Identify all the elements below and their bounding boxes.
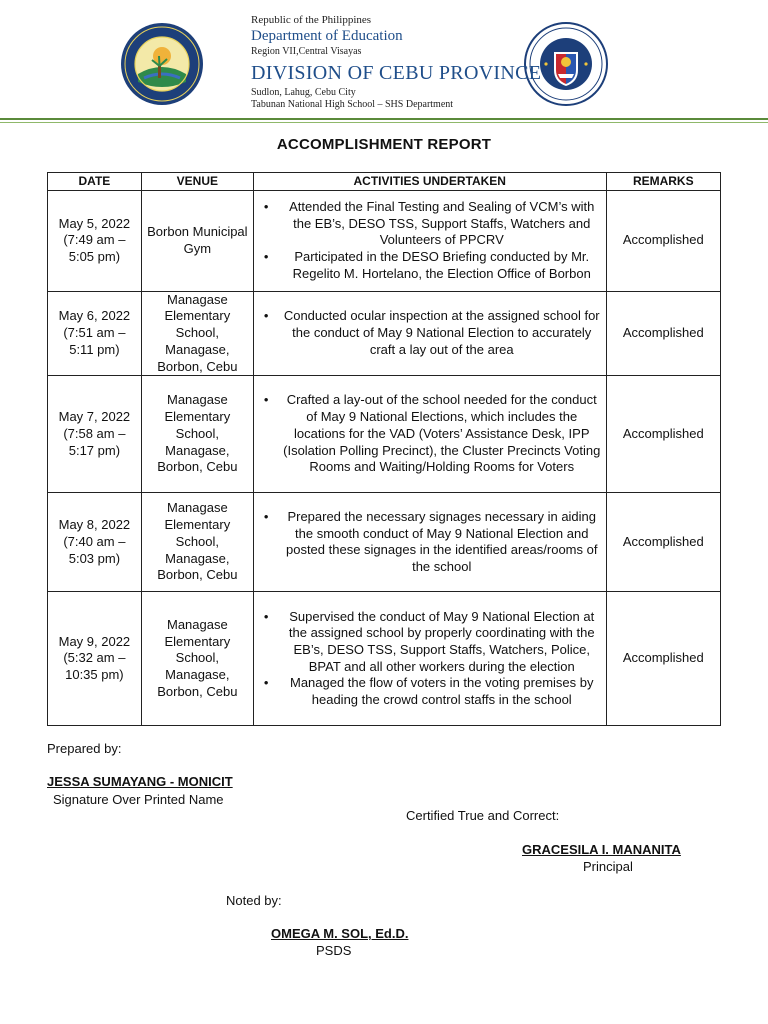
school-line: Tabunan National High School – SHS Department — [251, 99, 454, 110]
activity-item: • Conducted ocular inspection at the assigned school for the conduct of May 9 National Election to accurately craft a lay out of the area — [272, 308, 602, 358]
cell-activities — [253, 493, 606, 592]
region-line: Region VII,Central Visayas — [251, 46, 362, 57]
preparer-caption: Signature Over Printed Name — [53, 792, 224, 807]
activity-item: • Supervised the conduct of May 9 National Election at the assigned school by properly coordinating with the EB’s, DESO TSS, Support Staffs, Watchers, Police, BPAT and all other workers during the election — [272, 609, 602, 676]
cell-venue: Managase Elementary School, Managase, Borbon, Cebu — [141, 592, 253, 726]
table-row — [48, 376, 721, 493]
cell-activities — [253, 190, 606, 291]
cell-remarks: Accomplished — [606, 493, 720, 592]
cell-date: May 7, 2022 (7:58 am – 5:17 pm) — [48, 376, 142, 493]
col-header-date: DATE — [48, 173, 142, 191]
col-header-venue: VENUE — [141, 173, 253, 191]
cell-date: May 5, 2022 (7:49 am – 5:05 pm) — [48, 190, 142, 291]
table-row — [48, 592, 721, 726]
table-row — [48, 291, 721, 376]
cell-venue: Managase Elementary School, Managase, Borbon, Cebu — [141, 493, 253, 592]
letterhead — [0, 0, 768, 124]
letterhead-text — [251, 14, 541, 111]
activity-item: • Participated in the DESO Briefing conducted by Mr. Regelito M. Hortelano, the Election Office of Borbon — [272, 249, 602, 282]
col-header-activities: ACTIVITIES UNDERTAKEN — [253, 173, 606, 191]
cell-date: May 8, 2022 (7:40 am – 5:03 pm) — [48, 493, 142, 592]
cell-venue: Borbon Municipal Gym — [141, 190, 253, 291]
cell-remarks: Accomplished — [606, 592, 720, 726]
activity-item: • Attended the Final Testing and Sealing of VCM’s with the EB’s, DESO TSS, Support Staffs, Watchers and Volunteers of PPCRV — [272, 199, 602, 249]
cell-venue: Managase Elementary School, Managase, Borbon, Cebu — [141, 291, 253, 376]
cell-date: May 6, 2022 (7:51 am – 5:11 pm) — [48, 291, 142, 376]
department-line: Department of Education — [251, 28, 403, 44]
address-line: Sudlon, Lahug, Cebu City — [251, 87, 356, 98]
cell-remarks: Accomplished — [606, 291, 720, 376]
certified-label: Certified True and Correct: — [406, 808, 560, 823]
report-table — [47, 172, 721, 726]
header-divider — [0, 118, 768, 120]
activity-item: • Prepared the necessary signages necessary in aiding the smooth conduct of May 9 National Election and posted these signages in the identified areas/rooms of the school — [272, 509, 602, 576]
cell-remarks: Accomplished — [606, 190, 720, 291]
cell-activities — [253, 592, 606, 726]
cell-venue: Managase Elementary School, Managase, Borbon, Cebu — [141, 376, 253, 493]
table-row — [48, 493, 721, 592]
table-header-row — [48, 173, 721, 191]
psds-title: PSDS — [316, 943, 352, 958]
preparer-name: JESSA SUMAYANG - MONICIT — [47, 774, 233, 789]
table-row — [48, 190, 721, 291]
header-divider-thin — [0, 122, 768, 123]
activity-item: • Crafted a lay-out of the school needed for the conduct of May 9 National Elections, which includes the locations for the VAD (Voters’ Assistance Desk, IPP (Isolation Polling Precinct), the Cluster Precincts Voting Rooms and Waiting/Holding Rooms for Voters — [272, 392, 602, 476]
psds-name: OMEGA M. SOL, Ed.D. — [271, 926, 409, 941]
cell-activities — [253, 376, 606, 493]
cell-remarks: Accomplished — [606, 376, 720, 493]
division-line: DIVISION OF CEBU PROVINCE — [251, 62, 542, 84]
noted-by-label: Noted by: — [226, 893, 282, 908]
activity-item: • Managed the flow of voters in the voting premises by heading the crowd control staffs in the school — [272, 675, 602, 708]
principal-name: GRACESILA I. MANANITA — [522, 842, 681, 857]
division-seal-icon — [120, 22, 204, 106]
report-title: ACCOMPLISHMENT REPORT — [276, 136, 492, 153]
principal-title: Principal — [583, 859, 633, 874]
col-header-remarks: REMARKS — [606, 173, 720, 191]
republic-line: Republic of the Philippines — [251, 14, 372, 26]
cell-activities — [253, 291, 606, 376]
prepared-by-label: Prepared by: — [47, 741, 122, 756]
cell-date: May 9, 2022 (5:32 am – 10:35 pm) — [48, 592, 142, 726]
